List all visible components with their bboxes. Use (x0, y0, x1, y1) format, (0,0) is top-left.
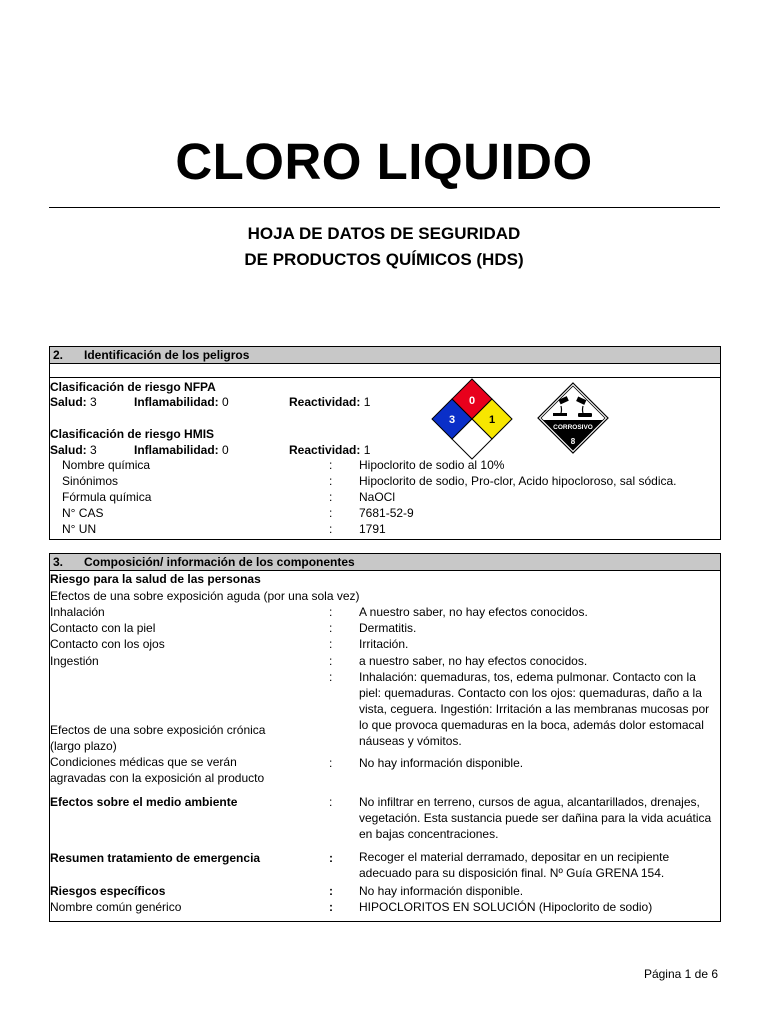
section-number: 2. (53, 348, 64, 362)
cronica-label-1: Efectos de una sobre exposición crónica (50, 723, 266, 737)
salud-label: Salud: (50, 395, 87, 409)
separator: : (329, 474, 333, 488)
emergencia-value: Recoger el material derramado, depositar en un recipiente adecuado para su disposición final. Nº Guía GRENA 154. (359, 850, 670, 880)
hmis-salud (50, 442, 97, 458)
medio-ambiente-label: Efectos sobre el medio ambiente (50, 795, 238, 809)
separator: : (329, 490, 333, 504)
nfpa-salud-value: 3 (90, 395, 97, 409)
nfpa-salud (50, 394, 97, 410)
reactividad-label: Reactividad: (289, 395, 361, 409)
corrosive-class-number: 8 (570, 437, 576, 446)
especificos-value: No hay información disponible. (359, 884, 524, 898)
reactivity-value: 1 (488, 414, 496, 426)
reactividad-label: Reactividad: (289, 443, 361, 457)
section-3-header (50, 554, 720, 571)
ingestion-value: a nuestro saber, no hay efectos conocidos. (359, 654, 588, 668)
identity-label: Fórmula química (62, 490, 152, 504)
section-2-header (50, 347, 720, 364)
health-value: 3 (448, 414, 456, 426)
nfpa-reactividad-value: 1 (363, 395, 371, 409)
ojos-label: Contacto con los ojos (50, 637, 165, 651)
piel-value: Dermatitis. (359, 621, 417, 635)
separator: : (329, 851, 333, 865)
salud-label: Salud: (50, 443, 87, 457)
inhalacion-label: Inhalación (50, 605, 105, 619)
identity-value: 1791 (359, 522, 386, 536)
condiciones-value: No hay información disponible. (359, 756, 524, 770)
hmis-heading: Clasificación de riesgo HMIS (50, 427, 215, 441)
hmis-reactividad (289, 442, 370, 458)
nfpa-inflamabilidad (134, 394, 229, 410)
section-title: Composición/ información de los componentes (84, 555, 355, 569)
riesgo-heading: Riesgo para la salud de las personas (50, 572, 261, 586)
aguda-heading: Efectos de una sobre exposición aguda (por una sola vez) (50, 589, 360, 603)
title-divider (49, 207, 720, 208)
identity-label: Sinónimos (62, 474, 119, 488)
ingestion-label: Ingestión (50, 654, 99, 668)
inflamabilidad-label: Inflamabilidad: (134, 395, 219, 409)
cronica-label-2: (largo plazo) (50, 739, 117, 753)
separator: : (329, 621, 333, 635)
hmis-salud-value: 3 (90, 443, 97, 457)
section-2-box (49, 346, 721, 540)
section-2-divider (50, 377, 720, 378)
medio-ambiente-value: No infiltrar en terreno, cursos de agua, alcantarillados, drenajes, vegetación. Esta sustancia puede ser dañina para la vida acuática en bajas concentraciones. (359, 795, 712, 841)
corrosive-text: CORROSIVO (553, 424, 593, 431)
identity-value: Hipoclorito de sodio al 10% (359, 458, 505, 472)
condiciones-label-1: Condiciones médicas que se verán (50, 755, 237, 769)
section-number: 3. (53, 555, 64, 569)
separator: : (329, 605, 333, 619)
inflamabilidad-label: Inflamabilidad: (134, 443, 219, 457)
generico-label: Nombre común genérico (50, 900, 182, 914)
separator: : (329, 900, 333, 914)
separator: : (329, 670, 333, 684)
piel-label: Contacto con la piel (50, 621, 156, 635)
identity-value: Hipoclorito de sodio, Pro-clor, Acido hipocloroso, sal sódica. (359, 474, 677, 488)
separator: : (329, 654, 333, 668)
hmis-inflamabilidad-value: 0 (222, 443, 229, 457)
nfpa-heading: Clasificación de riesgo NFPA (50, 380, 216, 394)
section-3-box (49, 553, 721, 922)
separator: : (329, 637, 333, 651)
section-title: Identificación de los peligros (84, 348, 250, 362)
document-title: CLORO LIQUIDO (175, 133, 593, 190)
separator: : (329, 884, 333, 898)
hmis-reactividad-value: 1 (363, 443, 371, 457)
separator: : (329, 458, 333, 472)
identity-label: N° CAS (62, 506, 104, 520)
especificos-label: Riesgos específicos (50, 884, 166, 898)
identity-label: Nombre química (62, 458, 151, 472)
emergencia-label: Resumen tratamiento de emergencia (50, 851, 261, 865)
separator: : (329, 795, 333, 809)
separator: : (329, 506, 333, 520)
separator: : (329, 756, 333, 770)
subtitle-line-1: HOJA DE DATOS DE SEGURIDAD (247, 224, 521, 243)
identity-label: N° UN (62, 522, 97, 536)
nfpa-inflamabilidad-value: 0 (222, 395, 229, 409)
generico-value: HIPOCLORITOS EN SOLUCIÓN (Hipoclorito de sodio) (359, 900, 653, 914)
identity-value: 7681-52-9 (359, 506, 414, 520)
nfpa-diamond-icon (431, 378, 513, 460)
nfpa-reactividad (289, 394, 370, 410)
subtitle-line-2: DE PRODUCTOS QUÍMICOS (HDS) (244, 250, 524, 269)
corrosive-label-icon (537, 382, 609, 454)
separator: : (329, 522, 333, 536)
cronica-value: Inhalación: quemaduras, tos, edema pulmonar. Contacto con la piel: quemaduras. Contacto con los ojos: quemaduras, daño a la vista, ceguera. Ingestión: Irritación a las membranas mucosas por lo que provoca quemaduras en la boca, además dolor estomacal náuseas y vómitos. (359, 670, 710, 748)
hmis-inflamabilidad (134, 442, 229, 458)
ojos-value: Irritación. (359, 637, 409, 651)
page-number: Página 1 de 6 (643, 967, 718, 981)
flammability-value: 0 (468, 395, 476, 407)
inhalacion-value: A nuestro saber, no hay efectos conocidos. (359, 605, 588, 619)
identity-value: NaOCl (359, 490, 396, 504)
condiciones-label-2: agravadas con la exposición al producto (50, 771, 265, 785)
